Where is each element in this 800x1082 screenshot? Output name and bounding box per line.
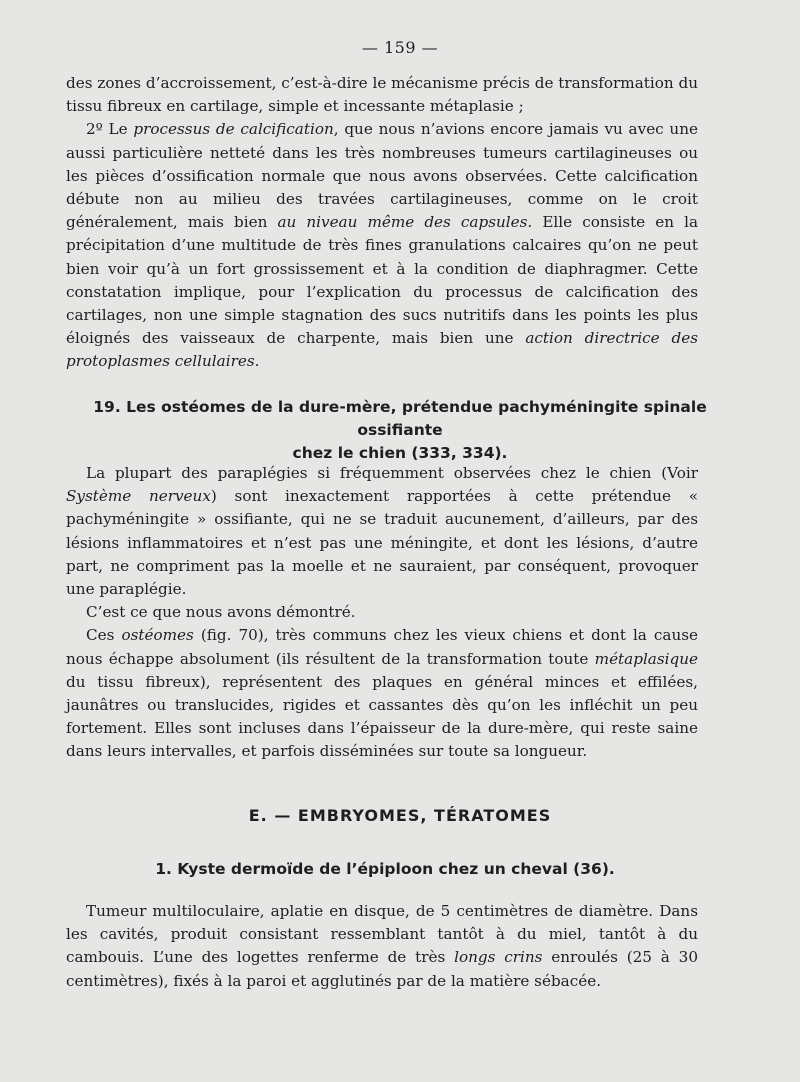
heading-e (0, 806, 800, 825)
text-block-section-1 (66, 900, 698, 993)
paragraph-2: 2º Le processus de calcification, que nous n’avions encore jamais vu avec une aussi particulière netteté dans les très nombreuses tumeurs cartilagineuses ou les pièces d’ossification normale que nous avons observées. Cette calcification débute non au milieu des travées cartilagineuses, comme on le croit généralement, mais bien au niveau même des capsules. Elle consiste en la précipitation d’une multitude de très fines granulations calcaires qu’on ne peut bien voir qu’à un fort grossissement et à la condition de diaphragmer. Cette constatation implique, pour l’explication du processus de calcification des cartilages, non une simple stagnation des sucs nutritifs dans les points les plus éloignés des vaisseaux de charpente, mais bien une action directrice des protoplasmes cellulaires. (66, 120, 698, 371)
section-19-heading (60, 396, 740, 465)
section-19-title-line-2: chez le chien (333, 334). (292, 444, 508, 462)
page-number: — 159 — (361, 38, 439, 57)
section-19-title-line-1: 19. Les ostéomes de la dure-mère, prétendue pachyméningite spinale ossifiante (93, 398, 707, 439)
section-1-title: 1. Kyste dermoïde de l’épiploon chez un cheval (36). (155, 860, 615, 878)
text-block-top (66, 72, 698, 374)
paragraph-5: Ces ostéomes (fig. 70), très communs chez les vieux chiens et dont la cause nous échappe absolument (ils résultent de la transformation toute métaplasique du tissu fibreux), représentent des plaques en général minces et effilées, jaunâtres ou translucides, rigides et cassantes dès qu’on les infléchit un peu fortement. Elles sont incluses dans l’épaisseur de la dure-mère, qui reste saine dans leurs intervalles, et parfois disséminées sur toute sa longueur. (66, 626, 699, 761)
text-block-section-19 (66, 462, 698, 764)
paragraph-3: La plupart des paraplégies si fréquemment observées chez le chien (Voir Système nerveux) sont inexactement rapportées à cette prétendue « pachyméningite » ossifiante, qui ne se traduit aucunement, d’ailleurs, par des lésions inflammatoires et n’est pas une méningite, et dont les lésions, d’autre part, ne compriment pas la moelle et ne sauraient, par conséquent, provoquer une paraplégie. (66, 464, 698, 599)
section-1-heading (0, 860, 770, 878)
paragraph-4: C’est ce que nous avons démontré. (86, 603, 356, 622)
section-e-title: E. — EMBRYOMES, TÉRATOMES (248, 806, 552, 825)
paragraph-6: Tumeur multiloculaire, aplatie en disque, de 5 centimètres de diamètre. Dans les cavités, produit consistant ressemblant tantôt à du miel, tantôt à du cambouis. L’une des logettes renferme de très longs crins enroulés (25 à 30 centimètres), fixés à la paroi et agglutinés par de la matière sébacée. (66, 902, 698, 990)
paragraph-1: des zones d’accroissement, c’est-à-dire le mécanisme précis de transformation du tissu fibreux en cartilage, simple et incessante métaplasie ; (66, 74, 698, 116)
